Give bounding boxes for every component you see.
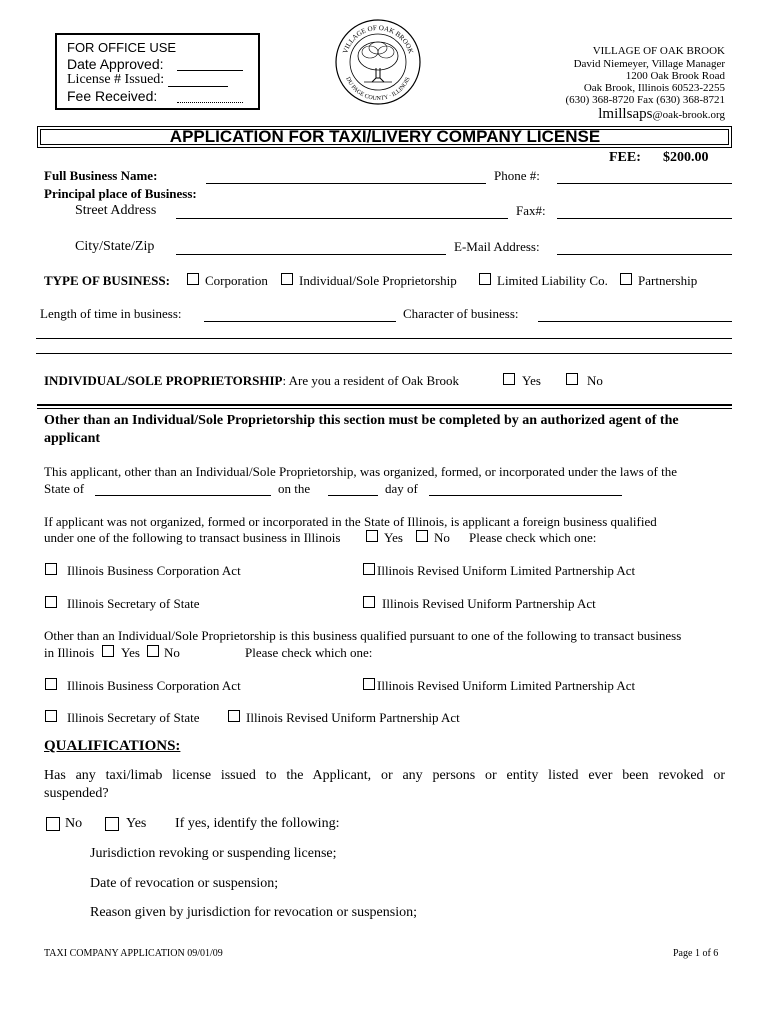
act-b2-checkbox[interactable]	[363, 678, 375, 690]
office-use-title: FOR OFFICE USE	[67, 40, 177, 55]
address-line-3: 1200 Oak Brook Road	[625, 70, 725, 82]
act-b3-checkbox[interactable]	[45, 710, 57, 722]
section-divider-thin	[37, 408, 732, 409]
revoked-no-checkbox[interactable]	[46, 817, 60, 831]
fee-received-label: Fee Received:	[67, 88, 158, 104]
address-line-1: VILLAGE OF OAK BROOK	[592, 45, 725, 57]
license-issued-label: License # Issued:	[67, 72, 165, 87]
qualification-item-3: Reason given by jurisdiction for revocation or suspension;	[90, 905, 417, 920]
full-business-name-field[interactable]	[206, 183, 486, 184]
qualified-no-checkbox[interactable]	[147, 645, 159, 657]
page-title: APPLICATION FOR TAXI/LIVERY COMPANY LICENSE	[169, 127, 601, 146]
corporation-label: Corporation	[205, 273, 268, 288]
length-of-time-label: Length of time in business:	[40, 306, 182, 321]
qualified-yes-checkbox[interactable]	[102, 645, 114, 657]
email-user: lmillsaps	[598, 106, 653, 122]
section-divider	[37, 404, 732, 406]
act-b1-label: Illinois Business Corporation Act	[67, 678, 241, 693]
character-label: Character of business:	[403, 306, 519, 321]
blank-line-1[interactable]	[36, 338, 732, 339]
act-b2-label: Illinois Revised Uniform Limited Partnership Act	[377, 678, 636, 693]
sole-proprietorship-checkbox[interactable]	[281, 273, 293, 285]
resident-yes-label: Yes	[522, 373, 541, 388]
fax-label: Fax#:	[516, 203, 546, 218]
qualified-yes-label: Yes	[121, 645, 140, 660]
para3-in-illinois: in Illinois	[44, 645, 95, 660]
act-a3-checkbox[interactable]	[45, 596, 57, 608]
city-state-zip-field[interactable]	[176, 254, 446, 255]
qualification-item-2: Date of revocation or suspension;	[90, 876, 279, 891]
village-seal-icon	[334, 18, 422, 106]
resident-yes-checkbox[interactable]	[503, 373, 515, 385]
foreign-no-label: No	[434, 530, 450, 545]
fee-amount: $200.00	[663, 150, 709, 165]
qualifications-heading: QUALIFICATIONS:	[44, 738, 181, 754]
seal-bottom-text: DU PAGE COUNTY · ILLINOIS	[344, 76, 412, 103]
full-business-name-label: Full Business Name:	[44, 168, 158, 183]
fax-field[interactable]	[557, 218, 732, 219]
act-b3-label: Illinois Secretary of State	[67, 710, 200, 725]
revoked-yes-checkbox[interactable]	[105, 817, 119, 831]
street-address-label: Street Address	[75, 203, 157, 218]
address-line-5: (630) 368-8720 Fax (630) 368-8721	[565, 94, 725, 106]
city-state-zip-label: City/State/Zip	[75, 239, 155, 254]
para1-day-of: day of	[385, 481, 418, 496]
act-a3-label: Illinois Secretary of State	[67, 596, 200, 611]
act-a1-label: Illinois Business Corporation Act	[67, 563, 241, 578]
if-yes-label: If yes, identify the following:	[175, 816, 340, 831]
please-check-label: Please check which one:	[469, 530, 597, 545]
para2-line1: If applicant was not organized, formed or incorporated in the State of Illinois, is applicant a foreign business qualified	[44, 514, 657, 529]
partnership-label: Partnership	[638, 273, 698, 288]
sole-prop-label: INDIVIDUAL/SOLE PROPRIETORSHIP	[44, 373, 283, 388]
seal-top-text: VILLAGE OF OAK BROOK	[341, 23, 415, 55]
state-field[interactable]	[95, 495, 271, 496]
type-of-business-label: TYPE OF BUSINESS:	[44, 273, 170, 288]
length-of-time-field[interactable]	[204, 321, 396, 322]
address-line-2: David Niemeyer, Village Manager	[573, 58, 725, 70]
sole-proprietorship-label: Individual/Sole Proprietorship	[299, 273, 457, 288]
partnership-checkbox[interactable]	[620, 273, 632, 285]
qualifications-question-line1: Has any taxi/limab license issued to the Applicant, or any persons or entity listed ever been revoked or	[44, 768, 725, 783]
sole-prop-question	[44, 373, 459, 389]
license-issued-field[interactable]	[168, 86, 228, 87]
email-field[interactable]	[557, 254, 732, 255]
para1-on-the: on the	[278, 481, 311, 496]
footer-right: Page 1 of 6	[673, 948, 719, 959]
blank-line-2[interactable]	[36, 353, 732, 354]
other-section-heading: Other than an Individual/Sole Proprietorship this section must be completed by an authorized agent of the applicant	[44, 413, 679, 446]
qualifications-question-line2: suspended?	[44, 786, 109, 801]
address-line-4: Oak Brook, Illinois 60523-2255	[583, 82, 725, 94]
date-approved-label: Date Approved:	[67, 56, 164, 72]
para3-line1: Other than an Individual/Sole Proprietorship is this business qualified pursuant to one of the following to transact business	[44, 628, 682, 643]
footer-left: TAXI COMPANY APPLICATION 09/01/09	[44, 948, 223, 959]
please-check-label-2: Please check which one:	[245, 645, 373, 660]
resident-no-label: No	[587, 373, 603, 388]
act-b4-label: Illinois Revised Uniform Partnership Act	[246, 710, 460, 725]
act-a4-label: Illinois Revised Uniform Partnership Act	[382, 596, 596, 611]
street-address-field[interactable]	[176, 218, 508, 219]
llc-checkbox[interactable]	[479, 273, 491, 285]
email-label: E-Mail Address:	[454, 239, 540, 254]
foreign-yes-checkbox[interactable]	[366, 530, 378, 542]
month-year-field[interactable]	[429, 495, 622, 496]
sole-prop-question-text: : Are you a resident of Oak Brook	[282, 373, 460, 388]
foreign-no-checkbox[interactable]	[416, 530, 428, 542]
act-a2-checkbox[interactable]	[363, 563, 375, 575]
act-a1-checkbox[interactable]	[45, 563, 57, 575]
svg-text:DU PAGE COUNTY · ILLINOIS	[344, 76, 411, 102]
date-approved-field[interactable]	[177, 70, 243, 71]
corporation-checkbox[interactable]	[187, 273, 199, 285]
act-b1-checkbox[interactable]	[45, 678, 57, 690]
para1-line1: This applicant, other than an Individual/Sole Proprietorship, was organized, formed, or incorporated under the laws of the	[44, 464, 677, 479]
character-field[interactable]	[538, 321, 732, 322]
para2-line2: under one of the following to transact business in Illinois	[44, 530, 341, 545]
fee-received-field[interactable]	[177, 102, 243, 103]
revoked-yes-label: Yes	[126, 816, 147, 831]
para1-state-label: State of	[44, 481, 85, 496]
email-domain: @oak-brook.org	[652, 109, 725, 121]
revoked-no-label: No	[65, 816, 83, 831]
principal-place-label: Principal place of Business:	[44, 186, 197, 201]
qualified-no-label: No	[164, 645, 180, 660]
act-b4-checkbox[interactable]	[228, 710, 240, 722]
phone-field[interactable]	[557, 183, 732, 184]
foreign-yes-label: Yes	[384, 530, 403, 545]
qualification-item-1: Jurisdiction revoking or suspending license;	[90, 846, 337, 861]
fee-label: FEE:	[609, 150, 641, 165]
resident-no-checkbox[interactable]	[566, 373, 578, 385]
phone-label: Phone #:	[494, 168, 540, 183]
day-field[interactable]	[328, 495, 378, 496]
act-a4-checkbox[interactable]	[363, 596, 375, 608]
act-a2-label: Illinois Revised Uniform Limited Partnership Act	[377, 563, 636, 578]
llc-label: Limited Liability Co.	[497, 273, 608, 288]
address-email	[598, 105, 725, 123]
